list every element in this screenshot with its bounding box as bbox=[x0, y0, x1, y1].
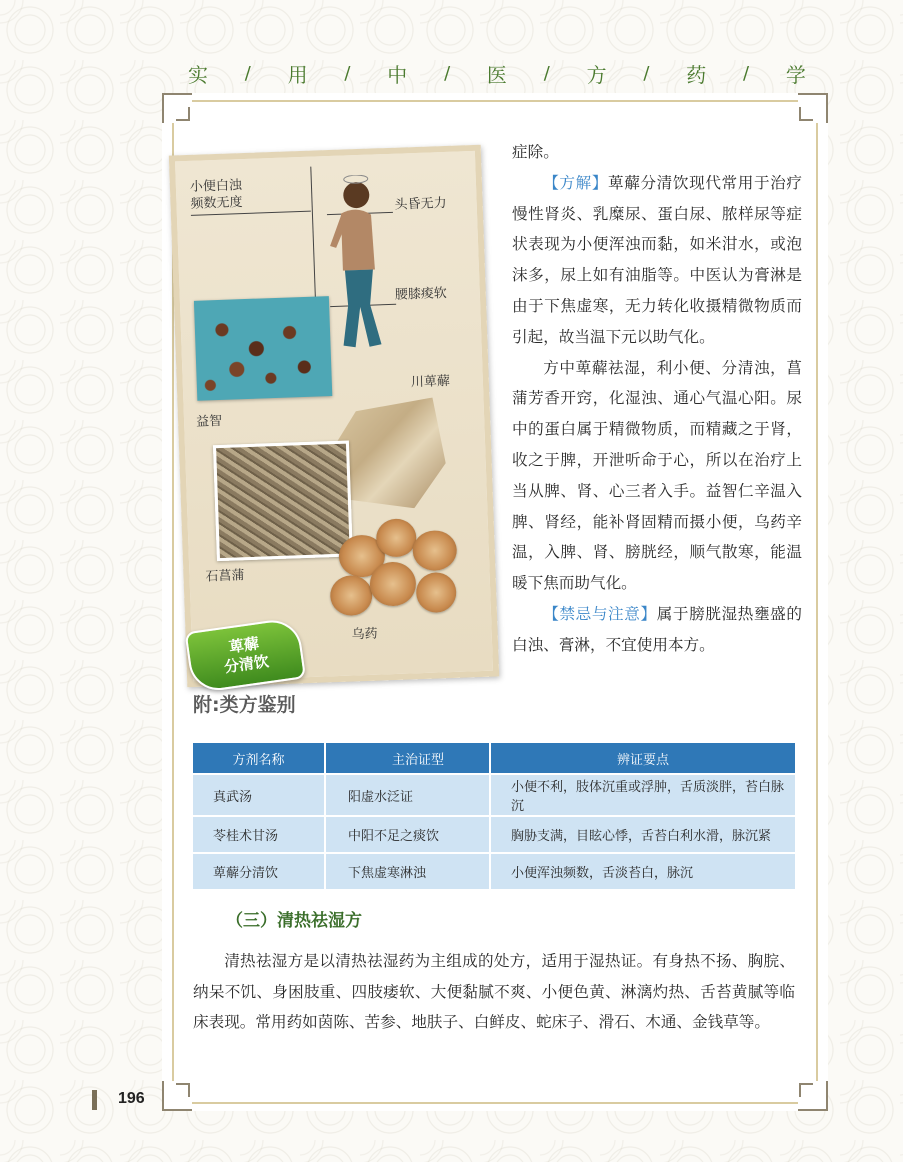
page-number: 196 bbox=[118, 1090, 145, 1107]
header-char: 药 bbox=[686, 62, 709, 87]
table-cell: 苓桂术甘汤 bbox=[193, 816, 325, 853]
header-char: 学 bbox=[785, 62, 808, 87]
header-char: 方 bbox=[586, 62, 609, 87]
column-header: 辨证要点 bbox=[490, 743, 795, 774]
frame-corner-inner bbox=[799, 107, 813, 121]
herb-label-yizhi: 益智 bbox=[195, 413, 223, 430]
section-body: 清热祛湿方是以清热祛湿药为主组成的处方，适用于湿热证。有身热不扬、胸脘、纳呆不饥、身困肢重、四肢痿软、大便黏腻不爽、小便色黄、淋漓灼热、舌苔黄腻等临床表现。常用药如茵陈、苦参、地肤子、白鲜皮、蛇床子、滑石、木通、金钱草等。 bbox=[193, 952, 795, 1031]
comparison-table bbox=[193, 743, 795, 889]
tag-jinji: 【禁忌与注意】 bbox=[543, 604, 657, 623]
table-cell: 阳虚水泛证 bbox=[325, 774, 490, 816]
symptom-label-waist: 腰膝痠软 bbox=[394, 285, 448, 303]
paragraph-jinji bbox=[512, 599, 802, 661]
yizhi-photo bbox=[194, 296, 332, 401]
running-header: 实 / 用 / 中 / 医 / 方 / 药 / 学 bbox=[188, 58, 808, 88]
table-row bbox=[193, 853, 795, 889]
table-cell: 中阳不足之痰饮 bbox=[325, 816, 490, 853]
section-heading: （三）清热祛湿方 bbox=[226, 911, 362, 931]
frame-corner-inner bbox=[176, 1083, 190, 1097]
table-cell: 萆薢分清饮 bbox=[193, 853, 325, 889]
person-figure bbox=[326, 174, 387, 351]
paragraph: 症除。 bbox=[512, 143, 559, 161]
table-cell: 小便不利，肢体沉重或浮肿，舌质淡胖，苔白脉沉 bbox=[490, 774, 795, 816]
symptom-label-dizzy: 头昏无力 bbox=[394, 195, 447, 213]
herb-label-wuyao: 乌药 bbox=[351, 626, 378, 643]
column-header: 主治证型 bbox=[325, 743, 490, 774]
frame-corner-inner bbox=[176, 107, 190, 121]
badge-line: 分清饮 bbox=[222, 652, 271, 677]
header-char: 中 bbox=[387, 62, 410, 87]
symptom-label-urine: 小便白浊 频数无度 bbox=[189, 178, 243, 212]
wuyao-photo bbox=[327, 511, 471, 636]
annotation-line bbox=[310, 167, 316, 307]
table-cell: 胸胁支满，目眩心悸，舌苔白利水滑，脉沉紧 bbox=[490, 816, 795, 853]
herb-label-bixie: 川萆薢 bbox=[410, 373, 451, 391]
text-column bbox=[512, 137, 802, 661]
badge-line: 萆薢 bbox=[227, 634, 261, 657]
table-cell: 下焦虚寒淋浊 bbox=[325, 853, 490, 889]
formula-badge bbox=[185, 617, 307, 694]
page-number-bar bbox=[92, 1090, 97, 1110]
herb-illustration bbox=[169, 145, 499, 688]
paragraph-text: 属于膀胱湿热壅盛的白浊、膏淋，不宜使用本方。 bbox=[512, 604, 802, 654]
header-char: 医 bbox=[486, 62, 509, 87]
header-char: 用 bbox=[287, 62, 310, 87]
table-row bbox=[193, 816, 795, 853]
column-header: 方剂名称 bbox=[193, 743, 325, 774]
paragraph: 方中萆薢祛湿，利小便、分清浊，菖蒲芳香开窍，化湿浊、通心气温心阳。尿中的蛋白属于精微物质，而精藏之于肾，收之于脾，开泄听命于心，所以在治疗上当从脾、肾、心三者入手。益智仁辛温入脾、肾经，能补肾固精而摄小便，乌药辛温，入脾、肾、膀胱经，顺气散寒，能温暖下焦而助气化。 bbox=[512, 358, 802, 593]
paragraph-fangjie bbox=[512, 168, 802, 353]
herb-label-shichangpu: 石菖蒲 bbox=[205, 568, 245, 585]
table-cell: 小便浑浊频数，舌淡苔白，脉沉 bbox=[490, 853, 795, 889]
table-cell: 真武汤 bbox=[193, 774, 325, 816]
paragraph-text: 萆薢分清饮现代常用于治疗慢性肾炎、乳糜尿、蛋白尿、脓样尿等症状表现为小便浑浊而黏，如米泔水，或泡沫多，尿上如有油脂等。中医认为膏淋是由于下焦虚寒，无力转化收摄精微物质而引起，故当温下元以助气化。 bbox=[512, 173, 802, 346]
tag-fangjie: 【方解】 bbox=[543, 173, 609, 192]
table-header-row bbox=[193, 743, 795, 774]
header-char: 实 bbox=[188, 62, 210, 87]
table-row bbox=[193, 774, 795, 816]
appendix-title: 附:类方鉴别 bbox=[193, 694, 296, 716]
frame-corner-inner bbox=[799, 1083, 813, 1097]
